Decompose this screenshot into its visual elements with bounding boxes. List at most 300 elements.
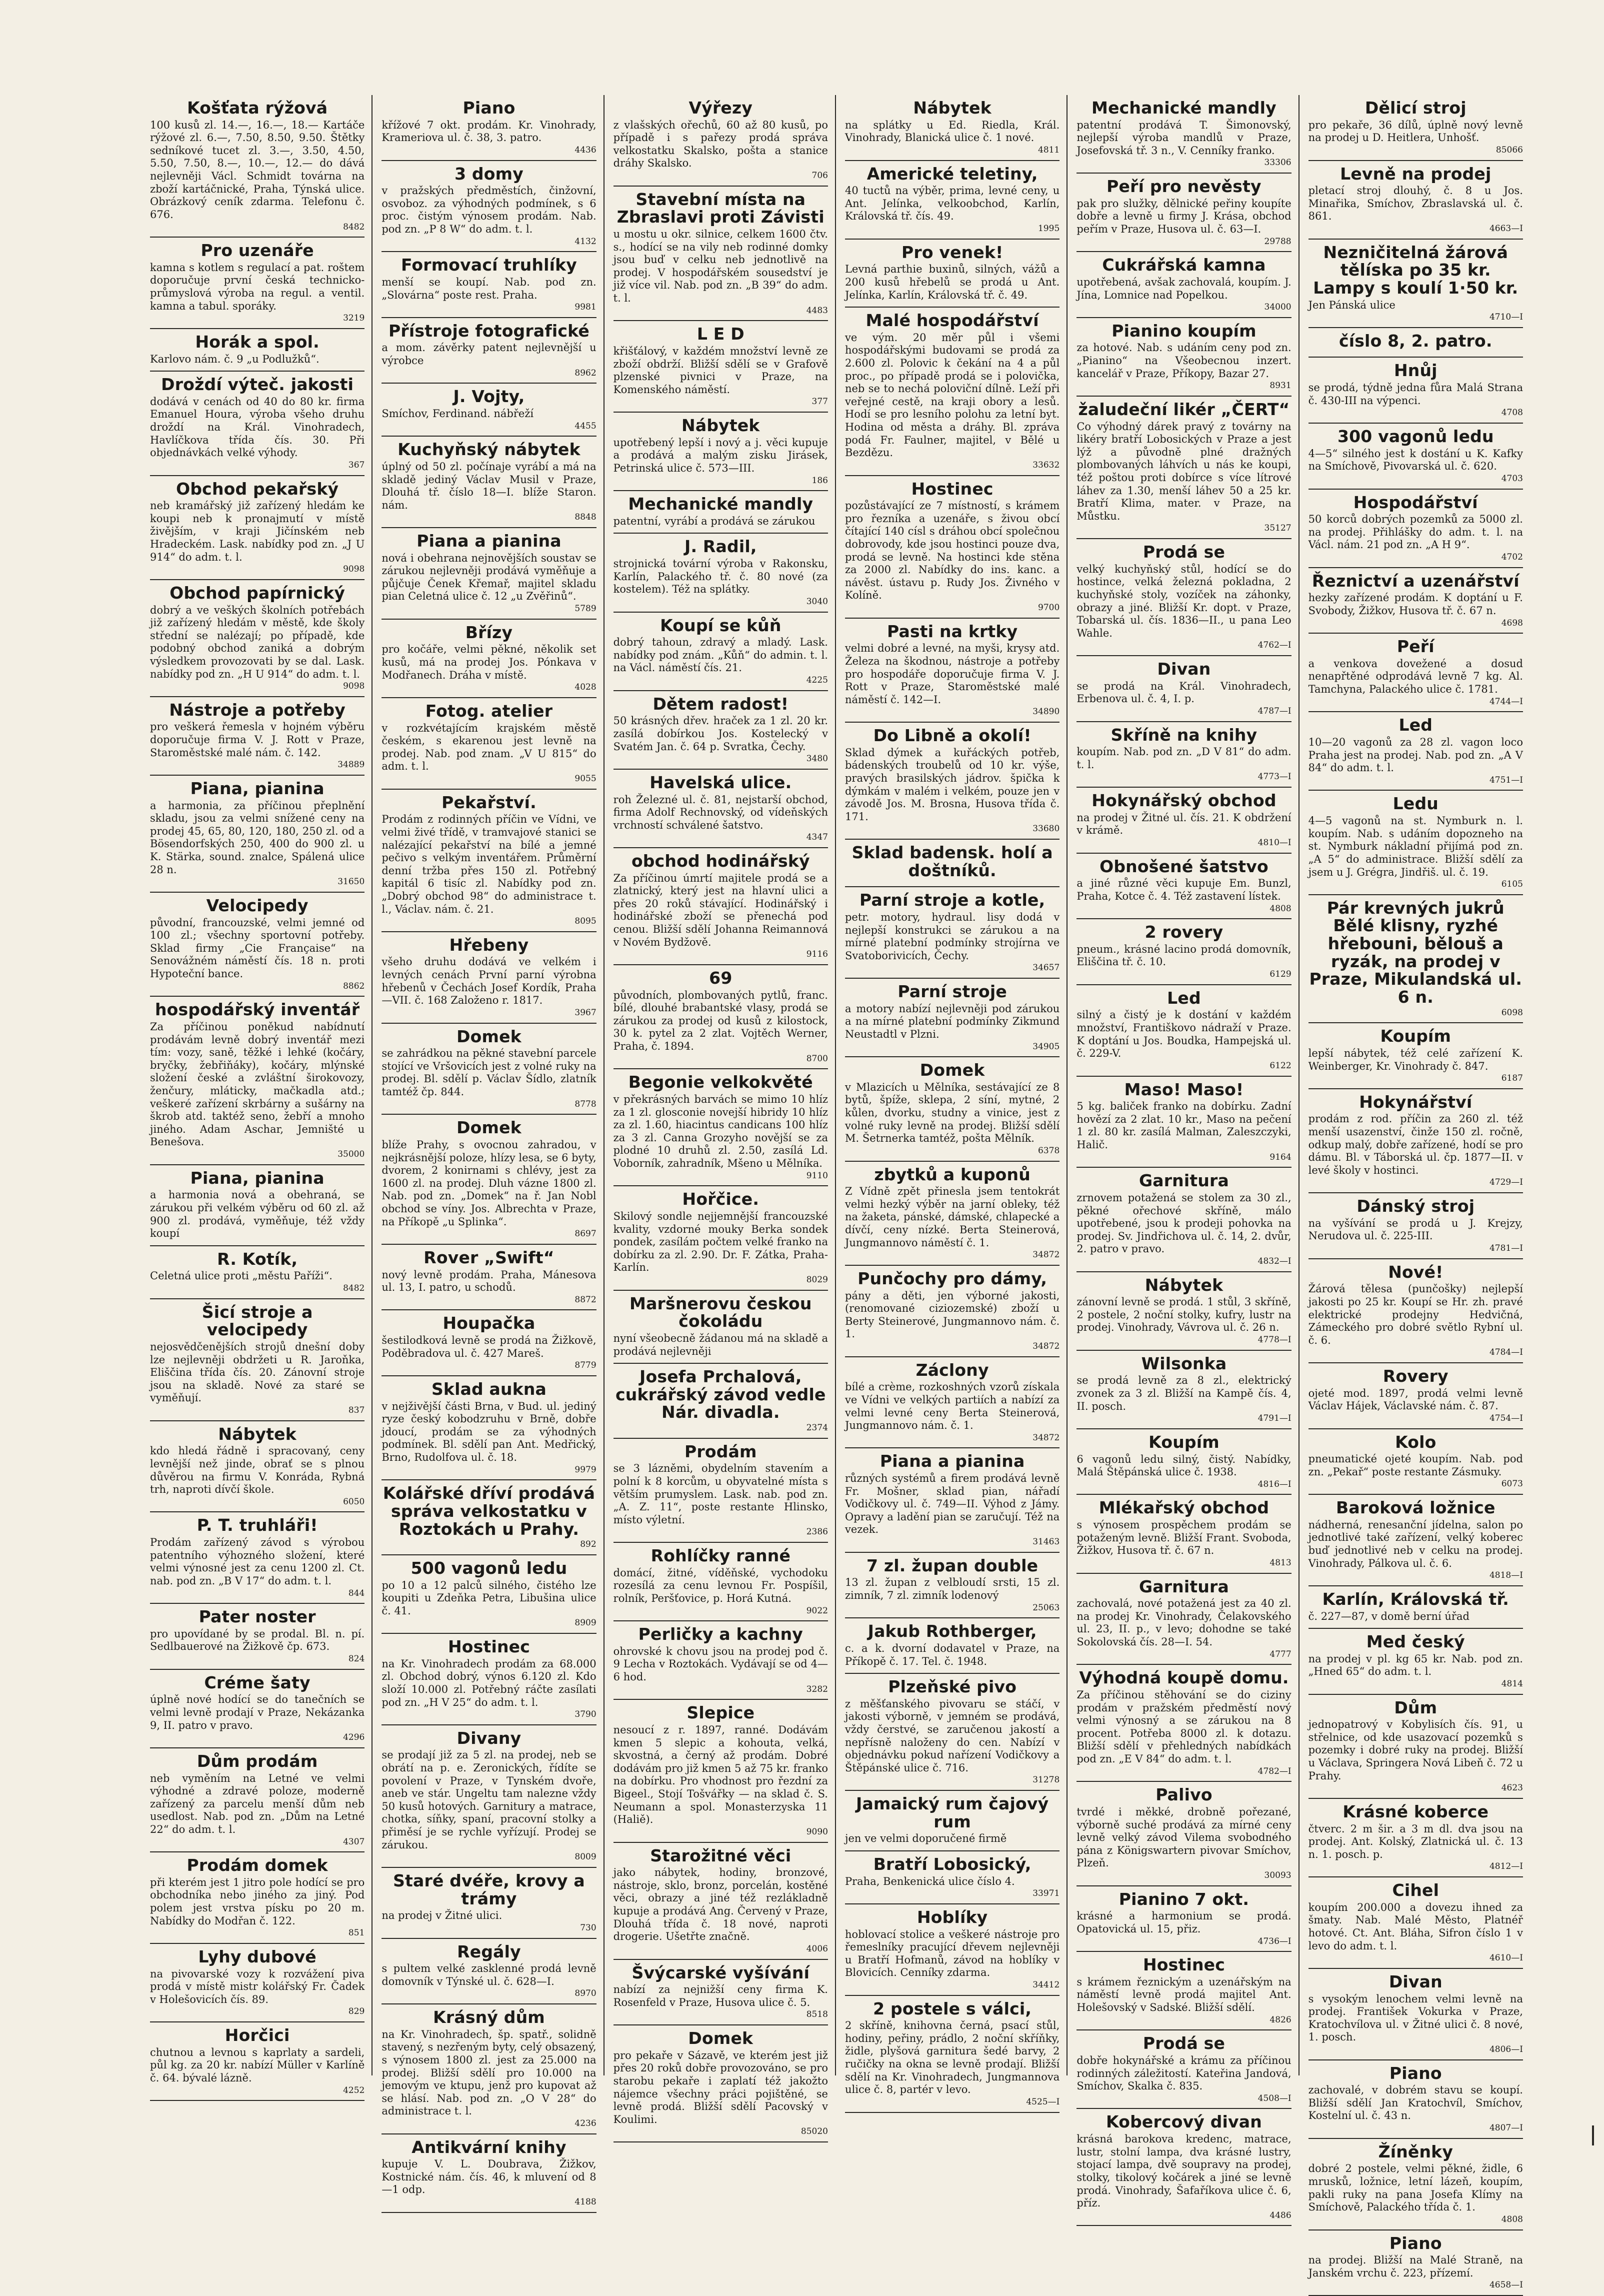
ad-title: Stavební místa na Zbraslavi proti Závisti xyxy=(616,189,824,227)
ad-text: se prodá, týdně jedna fůra Malá Strana č. 430-III na výpenci. xyxy=(1308,382,1523,407)
ad-text: a harmonia, za příčinou přeplnění skladu, jsou za velmi snížené ceny na prodej 45, 65, 80, 120, 180, 250 zl. od a Bösendorfských 250, 400 do 900 zl. u K. Stärka, sound. znalce, Spálená ulice 28 n. xyxy=(150,799,365,876)
classified-ad xyxy=(1308,328,1523,358)
classified-ad xyxy=(150,476,364,580)
ad-title: 3 domy xyxy=(454,164,524,184)
classified-ad xyxy=(150,1748,364,1852)
ad-title: Hospodářství xyxy=(1353,492,1478,512)
ad-title: Kuchyňský nábytek xyxy=(398,440,580,460)
ad-title: Sklad badensk. holí a doštníků. xyxy=(852,843,1053,880)
ad-number: 6122 xyxy=(1270,1060,1292,1071)
ad-text: úplný od 50 zl. počínaje vyrábí a má na skladě jediný Václav Musil v Praze, Dlouhá tř. číslo 18—I. blíže Staron. nám. xyxy=(382,460,596,511)
classified-ad xyxy=(845,1162,1060,1266)
ad-text: 40 tuctů na výběr, prima, levné ceny, u Ant. Jelínka, velkoobchod, Karlín, Královská tř. čís. 49. xyxy=(844,185,1060,223)
classified-ad xyxy=(845,308,1060,476)
ad-title: Cihel xyxy=(1392,1880,1440,1900)
ad-title: Domek xyxy=(920,1060,985,1080)
ad-title: Nástroje a potřeby xyxy=(169,700,346,720)
ad-title: Žíněnky xyxy=(1378,2141,1454,2161)
ad-number: 4006 xyxy=(806,1943,828,1954)
ad-text: velmi dobré a levné, na myši, krysy atd. Železa na škodnou, nástroje a potřeby pro hospodáře doporučuje firma V. J. Rott v Praze, Staroměstské malé náměstí č. 142—I. xyxy=(844,642,1060,706)
ad-number: 186 xyxy=(812,475,828,486)
ad-text: původní, francouzské, velmi jemné od 100 zl.; všechny sportovní potřeby. Sklad firmy „Cie Française“ na Senovážném náměstí čís. 18 n. proti Hypoteční bance. xyxy=(150,916,365,980)
ad-title: 2 postele s válci, xyxy=(873,1998,1032,2018)
ad-text: lepší nábytek, též celé zařízení K. Weinberger, Kr. Vinohrady č. 847. xyxy=(1308,1047,1523,1072)
ad-number: 4808 xyxy=(1270,903,1292,914)
ad-title: Levně na prodej xyxy=(1340,164,1492,184)
classified-ad xyxy=(845,240,1060,308)
ad-title: Piano xyxy=(1389,2063,1442,2083)
classified-ad xyxy=(614,1291,828,1364)
ad-number: 4787—I xyxy=(1258,706,1292,716)
classified-ad xyxy=(382,161,596,253)
ad-text: na splátky u Ed. Riedla, Král. Vinohrady, Blanická ulice č. 1 nové. xyxy=(844,119,1060,144)
ad-number: 6129 xyxy=(1270,969,1292,980)
ad-number: 6098 xyxy=(1501,1007,1523,1018)
ad-text: patentní prodává T. Šimonovský, nejlepší výroba mandlů v Praze, Josefovská tř. 3 n., V. Cenníky franko. xyxy=(1076,119,1292,157)
ad-number: 3282 xyxy=(806,1684,828,1694)
ad-title: Formovací truhlíky xyxy=(400,255,578,275)
classified-ad xyxy=(382,1376,596,1480)
classified-ad xyxy=(1308,1089,1523,1193)
ad-text: se prodá na Král. Vinohradech, Erbenova ul. č. 4, I. p. xyxy=(1076,680,1292,705)
ad-number: 8518 xyxy=(806,2009,828,2020)
ad-title: Rover „Swift“ xyxy=(424,1247,554,1267)
classified-ad xyxy=(1076,1782,1291,1886)
ad-text: 4—5 vagonů na st. Nymburk n. l. koupím. Nab. s udáním dopozneho na st. Nymburk nákladní přijímá pod zn. „A 5“ do administrace. Bližší sdělí za jsem u J. Grégra, Jindřiš. ul. č. 19. xyxy=(1308,815,1523,878)
ad-number: 8970 xyxy=(574,1988,596,1999)
ad-title: Dům prodám xyxy=(196,1751,318,1771)
ad-title: Antikvární knihy xyxy=(412,2137,566,2157)
ad-title: Wilsonka xyxy=(1141,1353,1227,1373)
ad-text: Sklad dýmek a kuřáckých potřeb, bádenských troubelů od 10 kr. výše, pravých brasilských jádrov. špička k dýmkám v malém i velkém, pouze jen v závodě Jos. M. Brosna, Husova třída č. 171. xyxy=(844,746,1060,823)
ad-number: 4751—I xyxy=(1489,775,1523,785)
ad-number: 4781—I xyxy=(1489,1243,1523,1254)
ad-number: 6187 xyxy=(1501,1073,1523,1084)
ad-title: Nábytek xyxy=(682,416,760,436)
classified-ad xyxy=(1308,1586,1523,1629)
ad-text: úplně nové hodící se do tanečních se velmi levně prodají v Praze, Nekázanka 9, II. patro v pravo. xyxy=(150,1693,365,1731)
ad-number: 9979 xyxy=(574,1464,596,1475)
ad-title: Led xyxy=(1167,988,1201,1008)
classified-ad xyxy=(382,1245,596,1311)
ad-title: Americké teletiny, xyxy=(866,164,1038,184)
ad-text: 50 krásných dřev. hraček za 1 zl. 20 kr. zasílá dobírkou Jos. Kostelecký v Svatém Jan. č. 64 p. Svratka, Čechy. xyxy=(613,715,828,753)
classified-ad xyxy=(614,691,828,770)
classified-ad xyxy=(150,1944,364,2022)
ad-number: 4623 xyxy=(1501,1783,1523,1793)
ad-text: pozůstávající ze 7 místností, s krámem pro řezníka a uzenáře, s živou obcí čítající 140 císl s dráhou obcí společnou dobrovody, kde jsou hostinci pouze dva, prodá se levně. Na hostinci kde stěna za 2000 zl. Nabídky do ins. kanc. a návěst. ústavu p. Rudy Jos. Živného v Kolíně. xyxy=(844,500,1060,602)
ad-text: jako nábytek, hodiny, bronzové, nástroje, sklo, bronz, porcelán, kostěné věci, obrazy a jiné též rezlákladně kupuje a prodává Ang. Červený v Praze, Dlouhá třída č. 18 nové, naproti drogerie. Ušetřte značně. xyxy=(613,1866,828,1943)
ad-number: 4736—I xyxy=(1258,1936,1292,1946)
ad-number: 4812—I xyxy=(1489,1861,1523,1872)
ad-title: Mlékařský obchod xyxy=(1098,1498,1270,1518)
ad-title: Pater noster xyxy=(198,1607,316,1627)
ad-text: pro veškerá řemesla v hojném výběru doporučuje firma V. J. Rott v Praze, Staroměstské malé nám. č. 142. xyxy=(150,721,365,759)
ad-text: 6 vagonů ledu silný, čistý. Nabídky, Malá Štěpánská ulice č. 1938. xyxy=(1076,1453,1292,1478)
ad-text: Karlovo nám. č. 9 „u Podlužků“. xyxy=(150,353,320,365)
ad-number: 9164 xyxy=(1270,1152,1292,1162)
column-3 xyxy=(608,95,836,2137)
ad-number: 4307 xyxy=(343,1836,365,1847)
ad-text: dobře hokynářské a krámu za příčinou rodinných záležitostí. Kateřina Jandová, Smíchov, Skalka č. 835. xyxy=(1076,2054,1292,2092)
ad-number: 4814 xyxy=(1501,1678,1523,1689)
classified-ad xyxy=(382,2134,596,2213)
classified-ad xyxy=(382,384,596,437)
ad-title: 69 xyxy=(709,968,732,988)
classified-ad xyxy=(1076,1495,1291,1573)
classified-ad xyxy=(1308,1429,1523,1495)
column-4 xyxy=(840,95,1068,2107)
ad-text: ohrovské k chovu jsou na prodej pod č. 9 Lecha v Roztokách. Vydávají se od 4—6 hod. xyxy=(613,1645,828,1683)
ad-number: 34905 xyxy=(1032,1041,1060,1052)
ad-text: na pivovarské vozy k rozvážení piva prodá v místě mistr kolářský Fr. Čadek v Holešovicích čís. 89. xyxy=(150,1967,365,2005)
ad-text: tvrdé i měkké, drobně pořezané, výborně suché prodává za mírné ceny levně velký závod Vilema svobodného pána z Königswartern pivovar Smíchov, Plzeň. xyxy=(1076,1805,1292,1869)
ad-text: krásné a harmonium se prodá. Opatovická ul. 15, přiz. xyxy=(1076,1910,1292,1935)
classified-ad xyxy=(382,252,596,318)
ad-title: Garnitura xyxy=(1138,1171,1229,1191)
ad-number: 4296 xyxy=(343,1732,365,1743)
classified-ad xyxy=(1308,2230,1523,2296)
ad-text: 50 korců dobrých pozemků za 5000 zl. na prodej. Přihlášky do adm. t. l. na Václ. nám. 21 pod zn. „A H 9“. xyxy=(1308,513,1523,551)
ad-number: 8697 xyxy=(574,1229,596,1239)
classified-ad xyxy=(1308,1193,1523,1259)
ad-title: Parní stroje xyxy=(898,982,1007,1002)
ad-title: Hostinec xyxy=(448,1637,530,1657)
classified-ad xyxy=(1076,95,1291,174)
classified-ad xyxy=(845,161,1060,240)
classified-ad xyxy=(614,1186,828,1290)
ad-text: roh Železné ul. č. 81, nejstarší obchod, firma Adolf Rechnovský, od vídeňských vrchností schválené šatstvo. xyxy=(613,793,828,831)
ad-text: Praha, Benkenická ulice číslo 4. xyxy=(844,1875,1015,1887)
ad-text: na Kr. Vinohradech, šp. spatř., solidně stavený, s nezřeným byty, celý obsazený, s výnosem 1800 zl. jest za 25.000 na prodej. Bližší sdělí pro 10.000 na jemovým ve ktupu, jenž pro kupovat až se hlásí. Nab. pod zn. „O V 28“ do administrace t. l. xyxy=(382,2028,596,2117)
ad-text: zrnovem potažená se stolem za 30 zl., pěkné ořechové skříně, málo upotřebené, jsou k prodeji pohovka na prodej. Sv. Jindřichova ul. č. 14, 2. dvůr, 2. patro v pravo. xyxy=(1076,1191,1292,1255)
ad-title: Kobercový divan xyxy=(1106,2112,1262,2132)
ad-title: Karlín, Královská tř. xyxy=(1322,1589,1509,1609)
ad-number: 4236 xyxy=(574,2118,596,2128)
ad-number: 9981 xyxy=(574,302,596,313)
classified-ad xyxy=(614,770,828,848)
ad-number: 4658—I xyxy=(1489,2280,1523,2290)
ad-title: Hořčice. xyxy=(682,1189,760,1209)
ad-text: Jen Pánská ulice xyxy=(1308,299,1396,311)
ad-title: Mechanické mandly xyxy=(1092,98,1276,118)
ad-number: 9090 xyxy=(806,1826,828,1837)
ad-text: dobré 2 postele, velmi pěkné, židle, 6 mrusků, ložnice, letní lázeň, koupím, pakli ruky na pana Josefa Klímy na Smíchově, Palackého třída č. 1. xyxy=(1308,2162,1523,2213)
ad-title: Prodám domek xyxy=(186,1855,328,1875)
ad-title: Dělicí stroj xyxy=(1364,98,1466,118)
ad-number: 4702 xyxy=(1501,552,1523,562)
classified-ad xyxy=(614,1364,828,1439)
ad-title: Houpačka xyxy=(442,1313,536,1333)
ad-number: 377 xyxy=(812,397,828,407)
ad-title: Švýcarské vyšívání xyxy=(632,1962,810,1982)
classified-ad xyxy=(1308,490,1523,568)
ad-title: Domek xyxy=(688,2028,754,2048)
ad-number: 34890 xyxy=(1032,707,1060,717)
classified-ad xyxy=(1076,1665,1291,1782)
ad-title: Piana, pianina xyxy=(190,779,324,798)
ad-text: kamna s kotlem s regulací a pat. roštem doporučuje první česká technicko-průmyslová výroba na regul. a ventil. kamna a tabul. sporáky. xyxy=(150,261,365,312)
ad-text: neb vyměním na Letné ve velmi výhodné a zdravé poloze, moderně zařízený za parcelu menší dům neb usedlost. Nab. pod zn. „Dům na Letné 22“ do adm. t. l. xyxy=(150,1772,365,1835)
ad-title: Košťata rýžová xyxy=(187,98,328,118)
ad-text: 100 kusů zl. 14.—, 16.—, 18.— Kartáče rýžové zl. 6.—, 7.50, 8.50, 9.50. Štětky sedníkové tucet zl. 3.—, 3.50, 4.50, 5.50, 7.50, 8.—, 10.—, 12.— do dává nejlevněji Václ. Schmidt továrna na zboží kartáčnické, Praha, Týnská ulice. Obrázkový ceník zdarma. Telefonu č. 676. xyxy=(150,119,365,221)
ad-text: pak pro služky, dělnické peřiny koupíte dobře a levně u firmy J. Krása, obchod peřím v Praze, Husova ul. č. 63—I. xyxy=(1076,197,1292,235)
ad-text: z vlašských ořechů, 60 až 80 kusů, po případě i s pařezy prodá správa velkostatku Skalsko, pošta a stanice dráhy Skalsko. xyxy=(613,119,828,170)
classified-ad xyxy=(1308,358,1523,424)
ad-title: Do Libně a okolí! xyxy=(873,726,1032,746)
ad-number: 9055 xyxy=(574,773,596,784)
ad-text: prodám z rod. příčin za 260 zl. též menší usazenství, činže 150 zl. ročně, odkup malý, dobře zařízené, hodí se pro dámu. Bl. v Táborská ul. čp. 1877—II. v levé školy v hostinci. xyxy=(1308,1113,1523,1176)
ad-text: Celetná ulice proti „městu Paříži“. xyxy=(150,1270,332,1282)
ad-number: 9110 xyxy=(806,1170,828,1181)
ad-number: 8931 xyxy=(1270,381,1292,391)
ad-title: Nezničitelná žárová tělíska po 35 kr. Lampy s koulí 1·50 kr. xyxy=(1313,242,1518,298)
ad-title: Přístroje fotografické xyxy=(388,321,590,341)
ad-title: Koupím xyxy=(1380,1026,1452,1046)
ad-text: petr. motory, hydraul. lisy dodá v nejlepší konstrukci se zárukou a na mírné platební podmínky strojírna ve Svatoborivicích, Čechy. xyxy=(844,911,1060,962)
ad-number: 3219 xyxy=(343,313,365,324)
ad-number: 4188 xyxy=(574,2197,596,2207)
ad-title: Dánský stroj xyxy=(1356,1196,1475,1216)
classified-ad xyxy=(382,318,596,384)
ad-title: Divan xyxy=(1157,659,1211,679)
ad-text: c. a k. dvorní dodavatel v Praze, na Příkopě č. 17. Tel. č. 1948. xyxy=(844,1642,1060,1667)
ad-title: Pár krevných jukrů Bělé klisny, ryzhé hřebouni, bělouš a ryzák, na prodej v Praze, Mikulandská ul. 6 n. xyxy=(1309,898,1522,1007)
classified-ad xyxy=(150,238,364,329)
classified-ad xyxy=(1308,1363,1523,1429)
ad-text: kupuje V. L. Doubrava, Žižkov, Kostnické nám. čís. 46, k mluvení od 8—1 odp. xyxy=(382,2158,596,2196)
ad-number: 4703 xyxy=(1501,473,1523,484)
ad-text: všeho druhu dodává ve velkém i levných cenách První parní výrobna hřebenů v Čechách Josef Kordík, Praha—VII. č. 168 Založeno r. 1817. xyxy=(382,956,596,1007)
ad-number: 2386 xyxy=(806,1527,828,1537)
ad-number: 4708 xyxy=(1501,408,1523,418)
ad-text: a jiné různé věci kupuje Em. Bunzl, Praha, Kotce č. 4. Též zastavení lístek. xyxy=(1076,877,1292,902)
ad-title: Hostinec xyxy=(1142,1955,1225,1975)
ad-number: 4778—I xyxy=(1258,1335,1292,1345)
ad-number: 34872 xyxy=(1032,1341,1060,1351)
ad-title: Dům xyxy=(1394,1697,1438,1717)
ad-text: Za příčinou úmrtí majitele prodá se a zlatnický, který jest na hlavní ulici a přes 20 roků stávající. Hodinářský i hodinářské zboží se přenechá pod cenou. Bližší sdělí Johanna Reimannová v Novém Bydžově. xyxy=(613,872,828,948)
classified-ad xyxy=(150,997,364,1165)
ad-text: Za příčinou poněkud nabídnutí prodávám levně dobrý inventář mezi tím: vozy, saně, těžké i lehké (kočáry, bryčky, žebřiňáky), kočáry, mlýnské složení české a zvláštní širokovozy, ženčury, mláticky, mačkadla atd.; veškeré zařízení skrbárny a sušárny na škrob atd. taktéž seno, žebří a mnoho jiného. Adam Aschar, Jemništé u Benešova. xyxy=(150,1020,365,1148)
ad-number: 8779 xyxy=(574,1360,596,1371)
ad-text: z měšťanského pivovaru se stáčí, v jakosti výborně, v jemném se prodává, vždy čerstvé, se zaručenou jakostí a nepřísně naloženy do cen. Nabízí v objednávku pokud nařízení Vodičkovy a Štěpánské ulice č. 716. xyxy=(844,1697,1060,1774)
ad-number: 4663—I xyxy=(1489,223,1523,234)
ad-text: pro pekaře, 36 dílů, úplně nový levně na prodej u D. Heitlera, Unhošť. xyxy=(1308,119,1523,144)
ad-title: P. T. truhláři! xyxy=(196,1515,318,1535)
classified-ad xyxy=(150,1246,364,1299)
ad-title: Kolo xyxy=(1395,1432,1436,1452)
ad-number: 6378 xyxy=(1038,1145,1060,1156)
classified-ad xyxy=(1308,1969,1523,2060)
classified-ad xyxy=(1308,634,1523,712)
ad-number: 4486 xyxy=(1270,2210,1292,2220)
ad-text: Prodám zařízený závod s výrobou patentního výhozného složení, které velmi výnosné jest za cenu 1200 zl. Ct. nab. pod zn. „B V 17“ do adm. t. l. xyxy=(150,1536,365,1587)
classified-ad xyxy=(1308,1495,1523,1586)
ad-text: pneum., krásné lacino prodá domovník, Eliščina tř. č. 10. xyxy=(1076,943,1292,968)
classified-ad xyxy=(382,790,596,932)
ad-title: Palivo xyxy=(1156,1785,1212,1805)
ad-number: 4729—I xyxy=(1489,1177,1523,1188)
ad-number: 4832—I xyxy=(1258,1256,1292,1266)
ad-title: Parní stroje a kotle, xyxy=(859,890,1046,910)
ad-text: chutnou a levnou s kaprlaty a sardeli, půl kg. za 20 kr. nabízí Müller v Karlíně č. 64. bývalé lázně. xyxy=(150,2046,365,2084)
ad-number: 34872 xyxy=(1032,1250,1060,1260)
ad-title: Výhodná koupě domu. xyxy=(1079,1668,1289,1688)
ad-number: 9116 xyxy=(806,949,828,960)
classified-ad xyxy=(382,1725,596,1868)
ad-text: krásná barokova kredenc, matrace, lustr, stolní lampa, dva krásné lustry, stojací lampa, dvě soupravy na prodej, stolky, tikolový kočárek a jiné se levně prodá. Vinohrady, Šafaříkova ulice č. 6, příz. xyxy=(1076,2133,1292,2209)
ad-number: 9022 xyxy=(806,1605,828,1616)
ad-text: dodává v cenách od 40 do 80 kr. firma Emanuel Houra, výroba všeho druhu droždí na Král. Vinohradech, Havlíčkova třída čís. 30. Při objednávkách velké výhody. xyxy=(150,395,365,459)
ad-number: 4225 xyxy=(806,675,828,686)
ad-number: 4455 xyxy=(574,421,596,431)
classified-ad xyxy=(1308,1877,1523,1969)
classified-ad xyxy=(1308,1259,1523,1363)
ad-title: zbytků a kuponů xyxy=(874,1164,1030,1184)
classified-ad xyxy=(1076,174,1291,252)
ad-title: Pekařství. xyxy=(442,792,536,812)
ad-text: velký kuchyňský stůl, hodící se do hostince, velká železná pokladna, 2 kuchyňské stoly, vozíček na záhonky, obrazy a jiné. Bližší Kr. dopt. v Praze, Tobarská ul. čís. 1836—II., u pana Leo Wahle. xyxy=(1076,563,1292,639)
ad-text: u mostu u okr. silnice, celkem 1600 čtv. s., hodící se na vily neb rodinné domky jsou buď v celku neb jednotlivě na prodej. V hospodářském sousedství je již více vil. Nab. pod zn. „B 39“ do adm. t. l. xyxy=(613,228,828,305)
ad-number: 33680 xyxy=(1032,824,1060,834)
classified-ad xyxy=(1076,722,1291,788)
ad-text: 2 skříně, knihovna černá, psací stůl, hodiny, peřiny, prádlo, 2 noční skříňky, židle, plyšová garnitura šedé barvy, 2 ručičky na okna se levně prodají. Bližší sdělí na Kr. Vinohradech, Jungmannova ulice č. 8, partér v levo. xyxy=(844,2019,1060,2096)
classified-ad xyxy=(150,893,364,997)
classified-ad xyxy=(845,1618,1060,1674)
ad-text: s krámem řeznickým a uzenářským na náměstí levně prodá majitel Ant. Holešovský v Sadské. Bližší sdělí. xyxy=(1076,1975,1292,2014)
ad-text: na prodej v Žitné ulici. xyxy=(382,1909,502,1922)
ad-text: v překrásných barvách se mimo 10 hlíz za 1 zl. glosconie novejší hibridy 10 hlíz za zl. 1.60, hiacintus candicans 100 hlíz za 3 zl. Canna Grozyho novější se za plodné 10 druhů zl. 2.50, zasílá Ld. Voborník, zahradník, Mšeno u Mělníka. xyxy=(613,1093,828,1170)
ad-title: Hřebeny xyxy=(449,935,529,955)
ad-text: šestilodková levně se prodá na Žižkově, Poděbradova ul. č. 427 Mareš. xyxy=(382,1334,596,1359)
ad-title: Prodá se xyxy=(1142,542,1226,562)
classified-ad xyxy=(1076,1429,1291,1495)
ad-number: 8700 xyxy=(806,1053,828,1064)
ad-title: 500 vagonů ledu xyxy=(410,1558,568,1578)
ad-number: 4347 xyxy=(806,832,828,843)
classified-ad xyxy=(1308,712,1523,791)
ad-title: J. Radil, xyxy=(684,537,757,557)
classified-ad xyxy=(614,1543,828,1621)
ad-number: 8848 xyxy=(574,512,596,523)
ad-number: 3790 xyxy=(574,1709,596,1720)
ad-number: 85066 xyxy=(1496,145,1523,155)
classified-ad xyxy=(1076,2109,1291,2226)
ad-number: 35127 xyxy=(1264,523,1292,534)
classified-ad xyxy=(1076,985,1291,1077)
ad-text: pletací stroj dlouhý, č. 8 u Jos. Minařika, Smíchov, Zbraslavská ul. č. 861. xyxy=(1308,185,1523,223)
classified-ad xyxy=(614,491,828,534)
ad-text: Levná parthie buxinů, silných, vážů a 200 kusů hřebelů se prodá u Ant. Jelínka, Karlín, Královská tř. č. 49. xyxy=(844,263,1060,301)
ad-title: Nábytek xyxy=(218,1424,296,1444)
classified-ad xyxy=(1308,2060,1523,2139)
ad-number: 4744—I xyxy=(1489,696,1523,707)
ad-number: 4811 xyxy=(1038,145,1060,155)
classified-ad xyxy=(382,2004,596,2134)
classified-ad xyxy=(845,1553,1060,1619)
ad-title: Horčici xyxy=(224,2025,290,2045)
margin-mark xyxy=(1592,2125,1594,2145)
ad-text: pány a děti, jen výborné jakosti, (renomované ciziozemské) zboží u Berty Steinerové, Jungmannovo nám. č. 1. xyxy=(844,1289,1060,1340)
ad-number: 2374 xyxy=(806,1423,828,1433)
ad-title: Mechanické mandly xyxy=(628,494,814,514)
ad-title: Ledu xyxy=(1392,794,1438,814)
classified-ad xyxy=(845,95,1060,161)
ad-number: 4806—I xyxy=(1489,2044,1523,2054)
ad-number: 367 xyxy=(348,460,365,470)
classified-ad xyxy=(382,1939,596,2005)
classified-ad xyxy=(1076,539,1291,656)
classified-ad xyxy=(845,840,1060,887)
ad-title: L E D xyxy=(696,324,744,344)
ad-text: 13 zl. župan z velbloudí srsti, 15 zl. zimník, 7 zl. zimník lodenový xyxy=(844,1576,1060,1601)
classified-ad xyxy=(382,932,596,1024)
classified-ad xyxy=(382,1480,596,1555)
classified-ad xyxy=(614,2025,828,2142)
ad-number: 8482 xyxy=(343,1283,365,1294)
ad-text: s vysokým lenochem velmi levně na prodej. František Vokurka v Praze, Kratochvílova ul. v Žitné ulici č. 8 nové, 1. posch. xyxy=(1308,1992,1523,2043)
ad-title: Výřezy xyxy=(688,98,753,118)
ad-number: 33632 xyxy=(1032,460,1060,470)
classified-ad xyxy=(1076,2030,1291,2109)
ad-number: 9700 xyxy=(1038,603,1060,613)
ad-text: původních, plombovaných pytlů, franc. bílé, dlouhé brabantské vlasy, prodá se zárukou za prodej od kusů z kilostock, 30 k. pytel za 2 zlat. Vojtěch Werner, Praha, č. 1894. xyxy=(613,989,828,1053)
classified-ad xyxy=(614,187,828,322)
ad-title: 2 rovery xyxy=(1144,922,1224,942)
column-5 xyxy=(1072,95,1299,2220)
ad-title: Punčochy pro dámy, xyxy=(858,1268,1048,1288)
classified-ad xyxy=(1076,656,1291,722)
ad-title: Piana a pianina xyxy=(416,531,562,551)
ad-text: bílé a crème, rozkoshných vzorů získala ve Vídni ve velkých partiích a nabízí za velmi levné ceny Berta Steinerová, Jungmannovo nám. č. 1. xyxy=(844,1381,1060,1432)
classified-ad xyxy=(845,887,1060,979)
ad-number: 34872 xyxy=(1032,1432,1060,1443)
ad-text: Co výhodný dárek pravý z továrny na likéry bratří Lobosických v Praze a jest lýž a původně plné dražných plombovaných láhvích u nás ke koupi, též poštou proti dobírce s více lítrové láhev za 1.30, menší láhev 50 a 25 kr. Bratří Klima, mater. v Praze, na Můstku. xyxy=(1076,420,1292,522)
ad-title: Hnůj xyxy=(1394,361,1438,381)
ad-title: Pianino 7 okt. xyxy=(1118,1889,1250,1909)
ad-title: Piano xyxy=(462,98,516,118)
ad-title: Regály xyxy=(457,1941,521,1961)
ad-text: na prodej. Bližší na Malé Straně, na Janském vrchu č. 223, přízemí. xyxy=(1308,2254,1523,2279)
ad-text: Prodám z rodinných příčin ve Vídni, ve velmi živé třídě, v tramvajové stanici se nalézající pekařství na bílé a jemné pečivo s velkým inventářem. Průměrní denní tržba přes 150 zl. Potřebný kapitál 6 tisíc zl. Nabídky pod zn. „Dobrý obchod 98“ do administrace t. l., Václav. nám. č. 21. xyxy=(382,813,596,915)
ad-number: 837 xyxy=(348,1405,365,1416)
column-1 xyxy=(145,95,372,2095)
classified-ad xyxy=(1076,1574,1291,1665)
ad-text: pro upovídané by se prodal. Bl. n. pí. Sedlbauerové na Žižkově čp. 673. xyxy=(150,1627,365,1653)
ad-text: pro pekaře v Sázavě, ve kterém jest již přes 20 roků dobře provozováno, se pro starobu pekaře i zaplatí též jakožto nájemce všechny práci pojištěné, se levně prodá. Bližší sdělí Pacovský v Koulimi. xyxy=(613,2049,828,2125)
classified-ad xyxy=(382,1555,596,1634)
classified-ad xyxy=(845,619,1060,723)
ad-title: Créme šaty xyxy=(204,1672,310,1692)
ad-text: 4—5“ silného jest k dostání u K. Kafky na Smíchově, Pivovarská ul. č. 620. xyxy=(1308,447,1523,473)
ad-title: Hokynářský obchod xyxy=(1092,791,1276,811)
ad-text: v Mlazicích u Mělníka, sestávající ze 8 bytů, špíže, sklepa, 2 síní, mytné, 2 kůlen, dvorku, studny a vinice, jest z volné ruky levně na prodej. Bližší sdělí M. Šetrnerka tamtéž, pošta Mělník. xyxy=(844,1081,1060,1145)
classified-ad xyxy=(1076,318,1291,397)
ad-text: nabízí za nejnižší ceny firma K. Rosenfeld v Praze, Husova ulice č. 5. xyxy=(613,1983,828,2008)
ad-text: Skilový sondle nejjemnější francouzské kvality, vzdorné mouky Berka sondek pondek, zasílám počtem velké franko na dobírku za zl. 2.90. Dr. F. Zátka, Praha-Karlín. xyxy=(613,1210,828,1274)
ad-text: s pultem velké zasklenné prodá levně domovník v Týnské ul. č. 628—I. xyxy=(382,1962,596,1987)
classified-ad xyxy=(150,372,364,476)
classified-ad xyxy=(1076,854,1291,920)
ad-text: nádherná, renesanční jídelna, salon po jednotlivé také zařízení, velký koberec buď jednotlivé neb v celku na prodej. Vinohrady, Pálkova ul. č. 6. xyxy=(1308,1518,1523,1569)
ad-number: 31463 xyxy=(1032,1537,1060,1547)
ad-text: kdo hledá řádně i spracovaný, ceny levnější než jinde, obrať se s plnou důvěrou na firmu V. Konráda, Rybná trh, naproti dívčí škole. xyxy=(150,1445,365,1496)
classified-ad xyxy=(382,528,596,620)
ad-number: 4813 xyxy=(1270,1557,1292,1568)
ad-number: 35000 xyxy=(338,1149,365,1160)
ad-number: 4826 xyxy=(1270,2014,1292,2025)
